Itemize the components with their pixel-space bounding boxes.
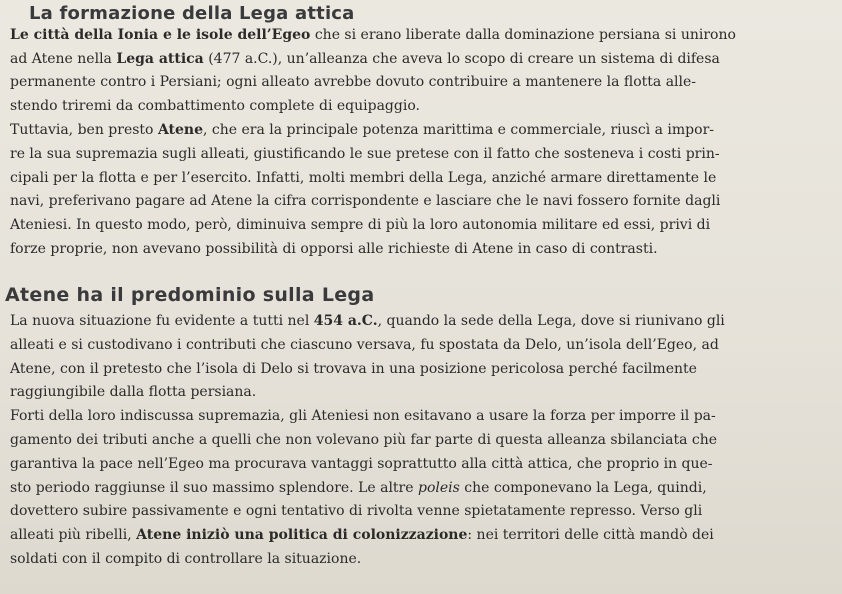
- text-line: alleati e si custodivano i contributi che ciascuno versava, fu spostata da Delo, un’isola dell’Egeo, ad: [10, 337, 719, 353]
- text-line: [10, 311, 725, 331]
- text-line: navi, preferivano pagare ad Atene la cifra corrispondente e lasciare che le navi fossero fornite dagli: [10, 193, 721, 209]
- text-run: che componevano la Lega, quindi,: [459, 480, 707, 496]
- text-line: [10, 49, 720, 69]
- text-line: stendo triremi da combattimento complete di equipaggio.: [10, 98, 420, 114]
- text-run: Tuttavia, ben presto: [10, 122, 158, 138]
- bold-phrase: 454 a.C.: [313, 313, 378, 329]
- text-line: soldati con il compito di controllare la situazione.: [10, 551, 362, 567]
- text-line: [10, 120, 714, 140]
- italic-term: poleis: [417, 480, 460, 496]
- text-run: che si erano liberate dalla dominazione persiana si unirono: [310, 27, 736, 43]
- text-run: : nei territori delle città mandò dei: [467, 527, 714, 543]
- text-line: gamento dei tributi anche a quelli che non volevano più far parte di questa alleanza sbilanciata che: [10, 432, 718, 448]
- section-title-predominio: Atene ha il predominio sulla Lega: [5, 284, 375, 306]
- text-line: permanente contro i Persiani; ogni alleato avrebbe dovuto contribuire a mantenere la flotta alle-: [10, 74, 697, 90]
- text-run: sto periodo raggiunse il suo massimo splendore. Le altre: [10, 480, 418, 496]
- text-run: , quando la sede della Lega, dove si riunivano gli: [377, 313, 725, 329]
- text-line: raggiungibile dalla flotta persiana.: [10, 384, 257, 400]
- text-line: [10, 525, 714, 545]
- section-title-lega-attica: La formazione della Lega attica: [29, 3, 355, 24]
- text-run: (477 a.C.), un’alleanza che aveva lo scopo di creare un sistema di difesa: [203, 51, 720, 67]
- text-line: dovettero subire passivamente e ogni tentativo di rivolta venne spietatamente represso. Verso gli: [10, 503, 703, 519]
- bold-phrase: Le città della Ionia e le isole dell’Egeo: [10, 27, 311, 43]
- text-line: re la sua supremazia sugli alleati, giustificando le sue pretese con il fatto che sosteneva i costi prin-: [10, 146, 720, 162]
- text-line: cipali per la flotta e per l’esercito. Infatti, molti membri della Lega, anziché armare direttamente le: [10, 170, 717, 186]
- bold-phrase: Atene iniziò una politica di colonizzazione: [136, 527, 468, 543]
- text-run: ad Atene nella: [10, 51, 117, 67]
- text-run: La nuova situazione fu evidente a tutti nel: [10, 313, 314, 329]
- text-line: [10, 25, 736, 45]
- text-line: forze proprie, non avevano possibilità di opporsi alle richieste di Atene in caso di contrasti.: [10, 241, 658, 257]
- text-run: , che era la principale potenza marittima e commerciale, riuscì a impor-: [203, 122, 714, 138]
- text-line: Atene, con il pretesto che l’isola di Delo si trovava in una posizione pericolosa perché facilmente: [10, 361, 697, 377]
- bold-phrase: Lega attica: [116, 51, 204, 67]
- text-line: garantiva la pace nell’Egeo ma procurava vantaggi soprattutto alla città attica, che proprio in que-: [10, 456, 713, 472]
- text-run: alleati più ribelli,: [10, 527, 137, 543]
- bold-phrase: Atene: [157, 122, 204, 138]
- text-line: Forti della loro indiscussa supremazia, gli Ateniesi non esitavano a usare la forza per imporre il pa-: [10, 408, 716, 424]
- text-line: [10, 478, 707, 498]
- text-line: Ateniesi. In questo modo, però, diminuiva sempre di più la loro autonomia militare ed essi, privi di: [10, 217, 711, 233]
